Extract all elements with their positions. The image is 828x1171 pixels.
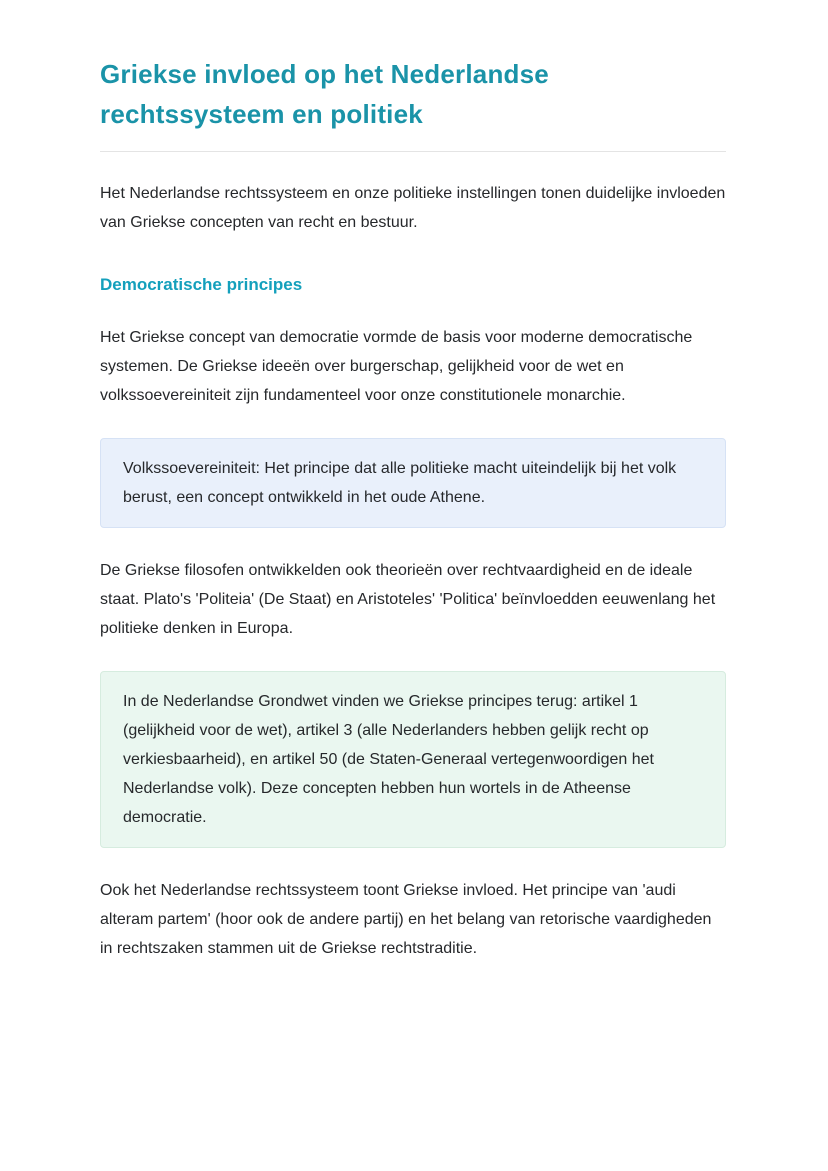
callout-grondwet xyxy=(100,671,726,848)
paragraph-legal-tradition: Ook het Nederlandse rechtssysteem toont Griekse invloed. Het principe van 'audi alteram partem' (hoor ook de andere partij) en het belang van retorische vaardigheden in rechtszaken stammen uit de Griekse rechtstraditie. xyxy=(100,882,712,957)
paragraph-philosophers: De Griekse filosofen ontwikkelden ook theorieën over rechtvaardigheid en de ideale staat. Plato's 'Politeia' (De Staat) en Aristoteles' 'Politica' beïnvloedden eeuwenlang het politieke denken in Europa. xyxy=(100,562,716,637)
title-divider xyxy=(100,151,726,152)
paragraph-democracy: Het Griekse concept van democratie vormde de basis voor moderne democratische systemen. De Griekse ideeën over burgerschap, gelijkheid voor de wet en volkssoevereiniteit zijn fundamenteel voor onze constitutionele monarchie. xyxy=(100,329,693,404)
callout-grondwet-text: In de Nederlandse Grondwet vinden we Griekse principes terug: artikel 1 (gelijkheid voor de wet), artikel 3 (alle Nederlanders hebben gelijk recht op verkiesbaarheid), en artikel 50 (de Staten-Generaal vertegenwoordigen het Nederlandse volk). Deze concepten hebben hun wortels in de Atheense democratie. xyxy=(123,693,654,826)
callout-definition-text: Volkssoevereiniteit: Het principe dat alle politieke macht uiteindelijk bij het volk berust, een concept ontwikkeld in het oude Athene. xyxy=(123,460,677,506)
intro-paragraph: Het Nederlandse rechtssysteem en onze politieke instellingen tonen duidelijke invloeden van Griekse concepten van recht en bestuur. xyxy=(100,185,726,231)
page-title: Griekse invloed op het Nederlandse rechtssysteem en politiek xyxy=(100,59,549,129)
callout-definition-volkssoevereiniteit xyxy=(100,438,726,528)
section-heading-democratische-principes: Democratische principes xyxy=(100,275,303,294)
